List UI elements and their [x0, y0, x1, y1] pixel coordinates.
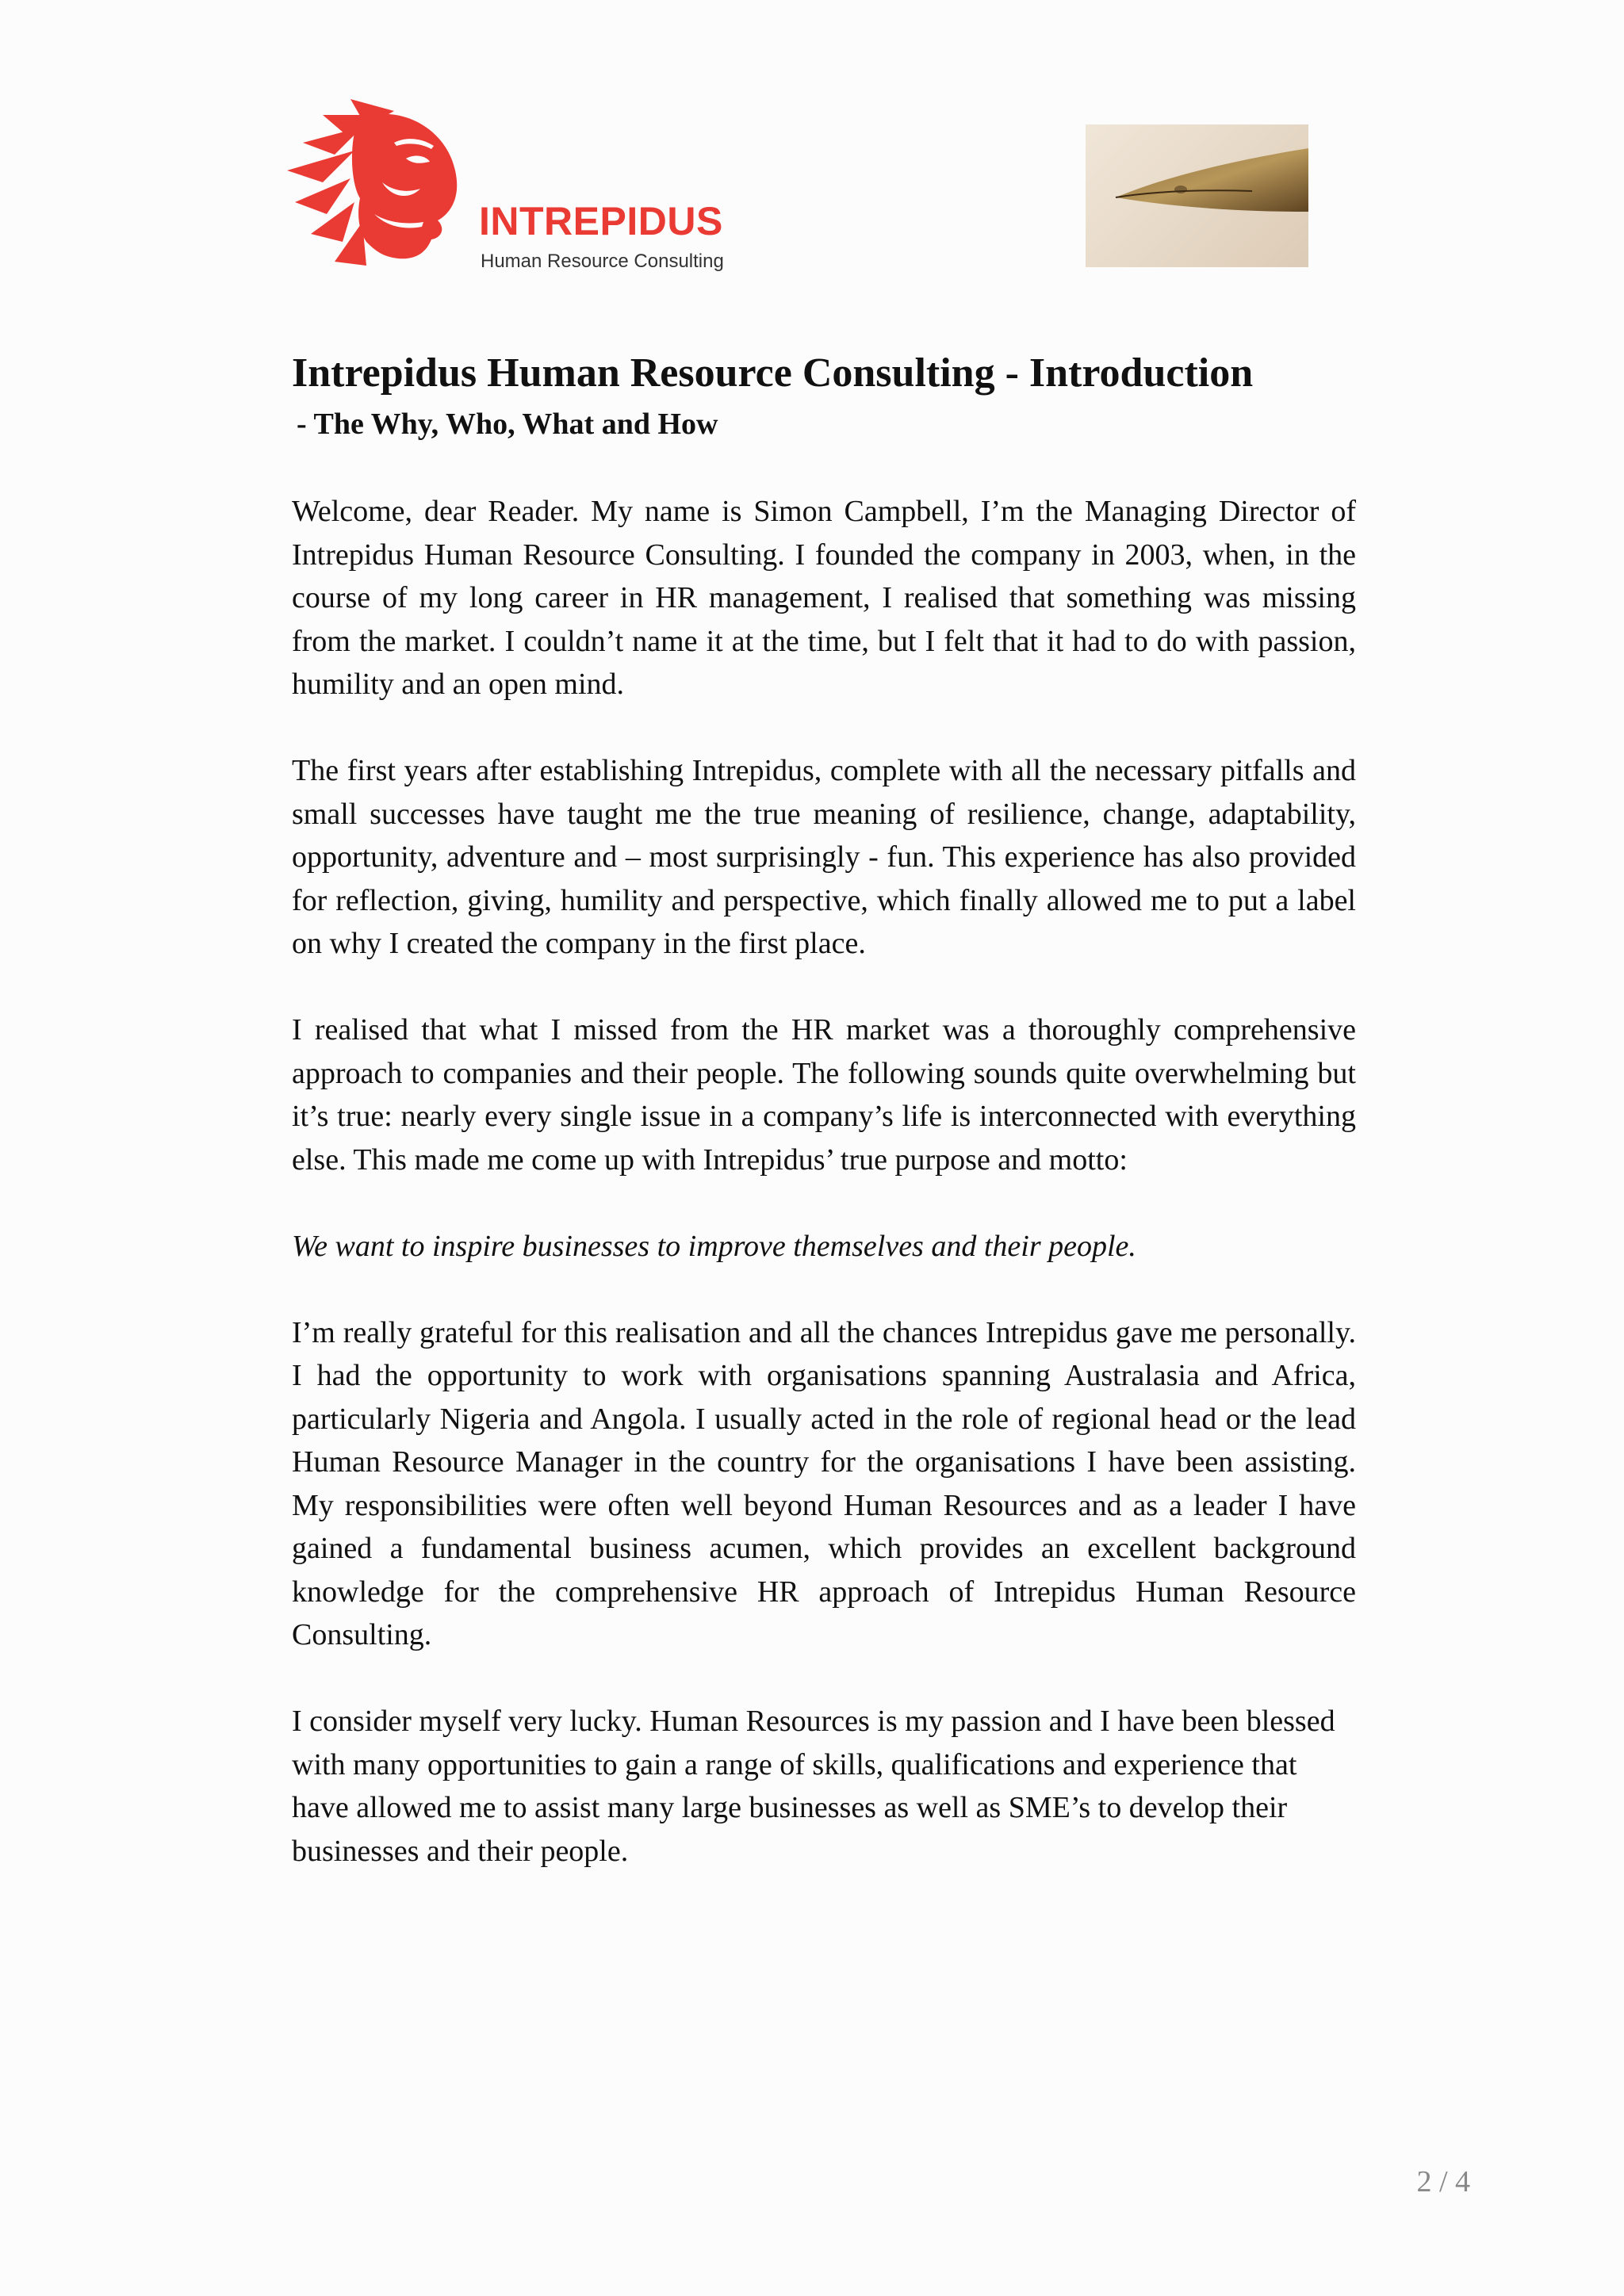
intrepidus-logo [287, 95, 731, 277]
paragraph: I realised that what I missed from the HR market was a thoroughly comprehensive approach to companies and their people. The following sounds quite overwhelming but it’s true: nearly every single issue in a company’s life is interconnected with everything else. This made me come up with Intrepidus’ true purpose and motto: [292, 1013, 1356, 1177]
paragraph: I’m really grateful for this realisation and all the chances Intrepidus gave me personally. I had the opportunity to work with organisations spanning Australasia and Africa, particularly Nigeria and Angola. I usually acted in the role of regional head or the lead Human Resource Manager in the country for the organisations I have been assisting. My responsibilities were often well beyond Human Resources and as a leader I have gained a fundamental business acumen, which provides an excellent background knowledge for the comprehensive HR approach of Intrepidus Human Resource Consulting. [292, 1315, 1356, 1651]
document-title: Intrepidus Human Resource Consulting - Introduction [292, 350, 1254, 396]
fountain-pen-photo [1086, 124, 1308, 267]
lion-head-icon [287, 95, 462, 270]
document-subtitle: - The Why, Who, What and How [297, 408, 718, 441]
page-number: 2 / 4 [1416, 2165, 1470, 2198]
paragraph: The first years after establishing Intrepidus, complete with all the necessary pitfalls and small successes have taught me the true meaning of resilience, change, adaptability, opportunity, adventure and – most surprisingly - fun. This experience has also provided for reflection, giving, humility and perspective, which finally allowed me to put a label on why I created the company in the first place. [292, 754, 1356, 960]
brand-name: INTREPIDUS [479, 199, 723, 243]
document-body [292, 490, 1356, 1916]
motto-paragraph: We want to inspire businesses to improve themselves and their people. [292, 1229, 1136, 1263]
paragraph: I consider myself very lucky. Human Resources is my passion and I have been blessed with many opportunities to gain a range of skills, qualifications and experience that have allowed me to assist many large businesses as well as SME’s to develop their businesses and their people. [292, 1705, 1335, 1868]
brand-tagline: Human Resource Consulting [481, 251, 724, 272]
paragraph: Welcome, dear Reader. My name is Simon Campbell, I’m the Managing Director of Intrepidus Human Resource Consulting. I founded the company in 2003, when, in the course of my long career in HR management, I realised that something was missing from the market. I couldn’t name it at the time, but I felt that it had to do with passion, humility and an open mind. [292, 495, 1356, 701]
fountain-pen-nib-icon [1086, 124, 1308, 267]
